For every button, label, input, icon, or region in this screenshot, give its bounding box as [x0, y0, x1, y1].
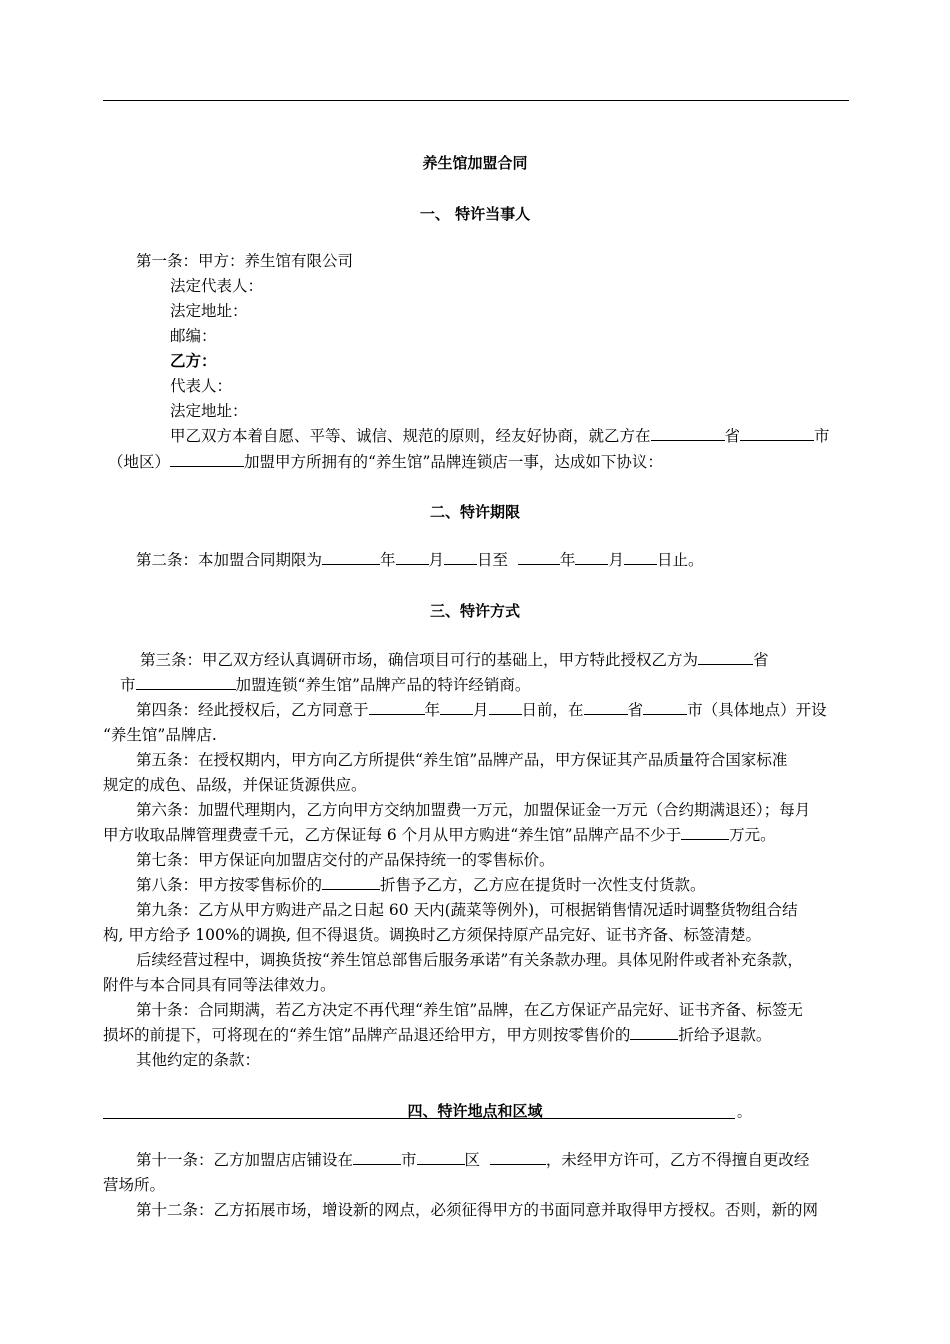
clause-10: 第十条：合同期满，若乙方决定不再代理“养生馆”品牌，在乙方保证产品完好、证书齐备、标签无: [136, 1001, 803, 1019]
blank-field[interactable]: [369, 700, 425, 715]
text: 市: [401, 1151, 417, 1169]
section-heading-3: 三、特许方式: [429, 602, 520, 620]
clause-7: 第七条：甲方保证向加盟店交付的产品保持统一的零售标价。: [136, 851, 555, 869]
clause-9-followup: 后续经营过程中，调换货按“养生馆总部售后服务承诺”有关条款办理。具体见附件或者补充条款，: [136, 951, 803, 969]
clause-6-cont: [103, 825, 776, 845]
blank-field[interactable]: [624, 550, 657, 565]
text: 甲乙双方本着自愿、平等、诚信、规范的原则，经友好协商，就乙方在: [170, 427, 651, 445]
text: 第二条：本加盟合同期限为: [136, 551, 323, 569]
blank-field[interactable]: [681, 825, 729, 840]
text: 第十一条：乙方加盟店店铺设在: [136, 1151, 354, 1169]
blank-field[interactable]: [630, 1025, 678, 1040]
blank-field[interactable]: [322, 875, 380, 890]
text: 日至: [477, 551, 509, 569]
clause-3: [140, 650, 769, 670]
blank-field[interactable]: [444, 550, 477, 565]
text: 加盟甲方所拥有的“养生馆”品牌连锁店一事，达成如下协议：: [244, 453, 663, 471]
intro-paragraph-cont: [108, 452, 663, 472]
blank-field[interactable]: [489, 700, 522, 715]
clause-10-cont: [103, 1025, 771, 1045]
clause-2: [136, 550, 703, 570]
text: 月: [473, 701, 489, 719]
clause-5-cont: 规定的成色、品级，并保证货源供应。: [103, 776, 367, 794]
clause-9-followup-cont: 附件与本合同具有同等法律效力。: [103, 976, 336, 994]
blank-field[interactable]: [136, 675, 236, 690]
text: 第八条：甲方按零售标价的: [136, 876, 323, 894]
blank-field[interactable]: [651, 426, 725, 441]
text: 折售予乙方，乙方应在提货时一次性支付货款。: [380, 876, 706, 894]
other-terms-label: 其他约定的条款：: [136, 1051, 261, 1069]
section-heading-4: 四、特许地点和区域: [407, 1102, 543, 1120]
blank-field[interactable]: [740, 426, 814, 441]
blank-field[interactable]: [322, 550, 380, 565]
clause-5: 第五条：在授权期内，甲方向乙方所提供“养生馆”品牌产品，甲方保证其产品质量符合国家标准: [136, 751, 788, 769]
blank-field[interactable]: [518, 550, 560, 565]
text: 省: [724, 427, 741, 445]
blank-field[interactable]: [643, 700, 687, 715]
text: 日前，在: [521, 701, 584, 719]
document-title: 养生馆加盟合同: [422, 154, 528, 172]
party-a-address: 法定地址：: [170, 302, 248, 320]
other-terms-end: 。: [737, 1105, 751, 1121]
blank-field[interactable]: [490, 1150, 546, 1165]
text: 月: [428, 551, 445, 569]
text: 万元。: [729, 826, 776, 844]
section-heading-2: 二、特许期限: [429, 503, 520, 521]
blank-field[interactable]: [170, 452, 244, 467]
party-b-representative: 代表人：: [170, 377, 233, 395]
clause-11: [136, 1150, 809, 1170]
text: 年: [380, 551, 396, 569]
text: 加盟连锁“养生馆”品牌产品的特许经销商。: [235, 676, 531, 694]
text: ，未经甲方许可，乙方不得擅自更改经: [545, 1151, 810, 1169]
clause-1: 第一条：甲方：养生馆有限公司: [136, 252, 354, 270]
party-b-address: 法定地址：: [170, 402, 248, 420]
clause-4-cont: “养生馆”品牌店.: [103, 726, 217, 744]
clause-3-cont: [120, 675, 530, 695]
text: 第四条：经此授权后，乙方同意于: [136, 701, 369, 719]
text: 市（具体地点）开设: [687, 701, 827, 719]
text: 市: [120, 676, 136, 694]
blank-field[interactable]: [584, 700, 628, 715]
clause-11-cont: 营场所。: [103, 1176, 166, 1194]
text: （地区）: [108, 453, 171, 471]
blank-field[interactable]: [698, 650, 753, 665]
blank-field[interactable]: [353, 1150, 401, 1165]
text: 日止。: [656, 551, 704, 569]
text: 年: [559, 551, 576, 569]
clause-9: 第九条：乙方从甲方购进产品之日起 60 天内(蔬菜等例外)，可根据销售情况适时调整货物组合结: [136, 901, 798, 919]
header-rule: [103, 100, 849, 101]
text: 甲方收取品牌管理费壹千元，乙方保证每 6 个月从甲方购进“养生馆”品牌产品不少于: [103, 826, 682, 844]
text: 区: [464, 1151, 481, 1169]
party-b-label: 乙方：: [170, 352, 217, 370]
text: 折给予退款。: [678, 1026, 772, 1044]
text: 省: [753, 651, 769, 669]
blank-field[interactable]: [440, 700, 473, 715]
party-a-postcode: 邮编：: [170, 327, 217, 345]
party-a-representative: 法定代表人：: [170, 277, 264, 295]
clause-12: 第十二条：乙方拓展市场，增设新的网点，必须征得甲方的书面同意并取得甲方授权。否则，新的网: [136, 1201, 819, 1219]
clause-8: [136, 875, 706, 895]
text: 月: [608, 551, 624, 569]
text: 年: [424, 701, 441, 719]
section-heading-1: 一、 特许当事人: [419, 205, 531, 223]
clause-4: [136, 700, 827, 720]
text: 第三条：甲乙双方经认真调研市场，确信项目可行的基础上，甲方特此授权乙方为: [140, 651, 699, 669]
text: 损坏的前提下，可将现在的“养生馆”品牌产品退还给甲方，甲方则按零售价的: [103, 1026, 631, 1044]
text: 市: [814, 427, 830, 445]
blank-field[interactable]: [417, 1150, 465, 1165]
text: 省: [627, 701, 644, 719]
clause-6: 第六条：加盟代理期内，乙方向甲方交纳加盟费一万元，加盟保证金一万元（合约期满退还）；每月: [136, 801, 811, 819]
blank-field[interactable]: [396, 550, 429, 565]
clause-9-cont: 构, 甲方给予 100%的调换, 但不得退货。调换时乙方须保持原产品完好、证书齐备、标签清楚。: [103, 926, 761, 944]
blank-field[interactable]: [575, 550, 608, 565]
intro-paragraph: [170, 426, 830, 446]
